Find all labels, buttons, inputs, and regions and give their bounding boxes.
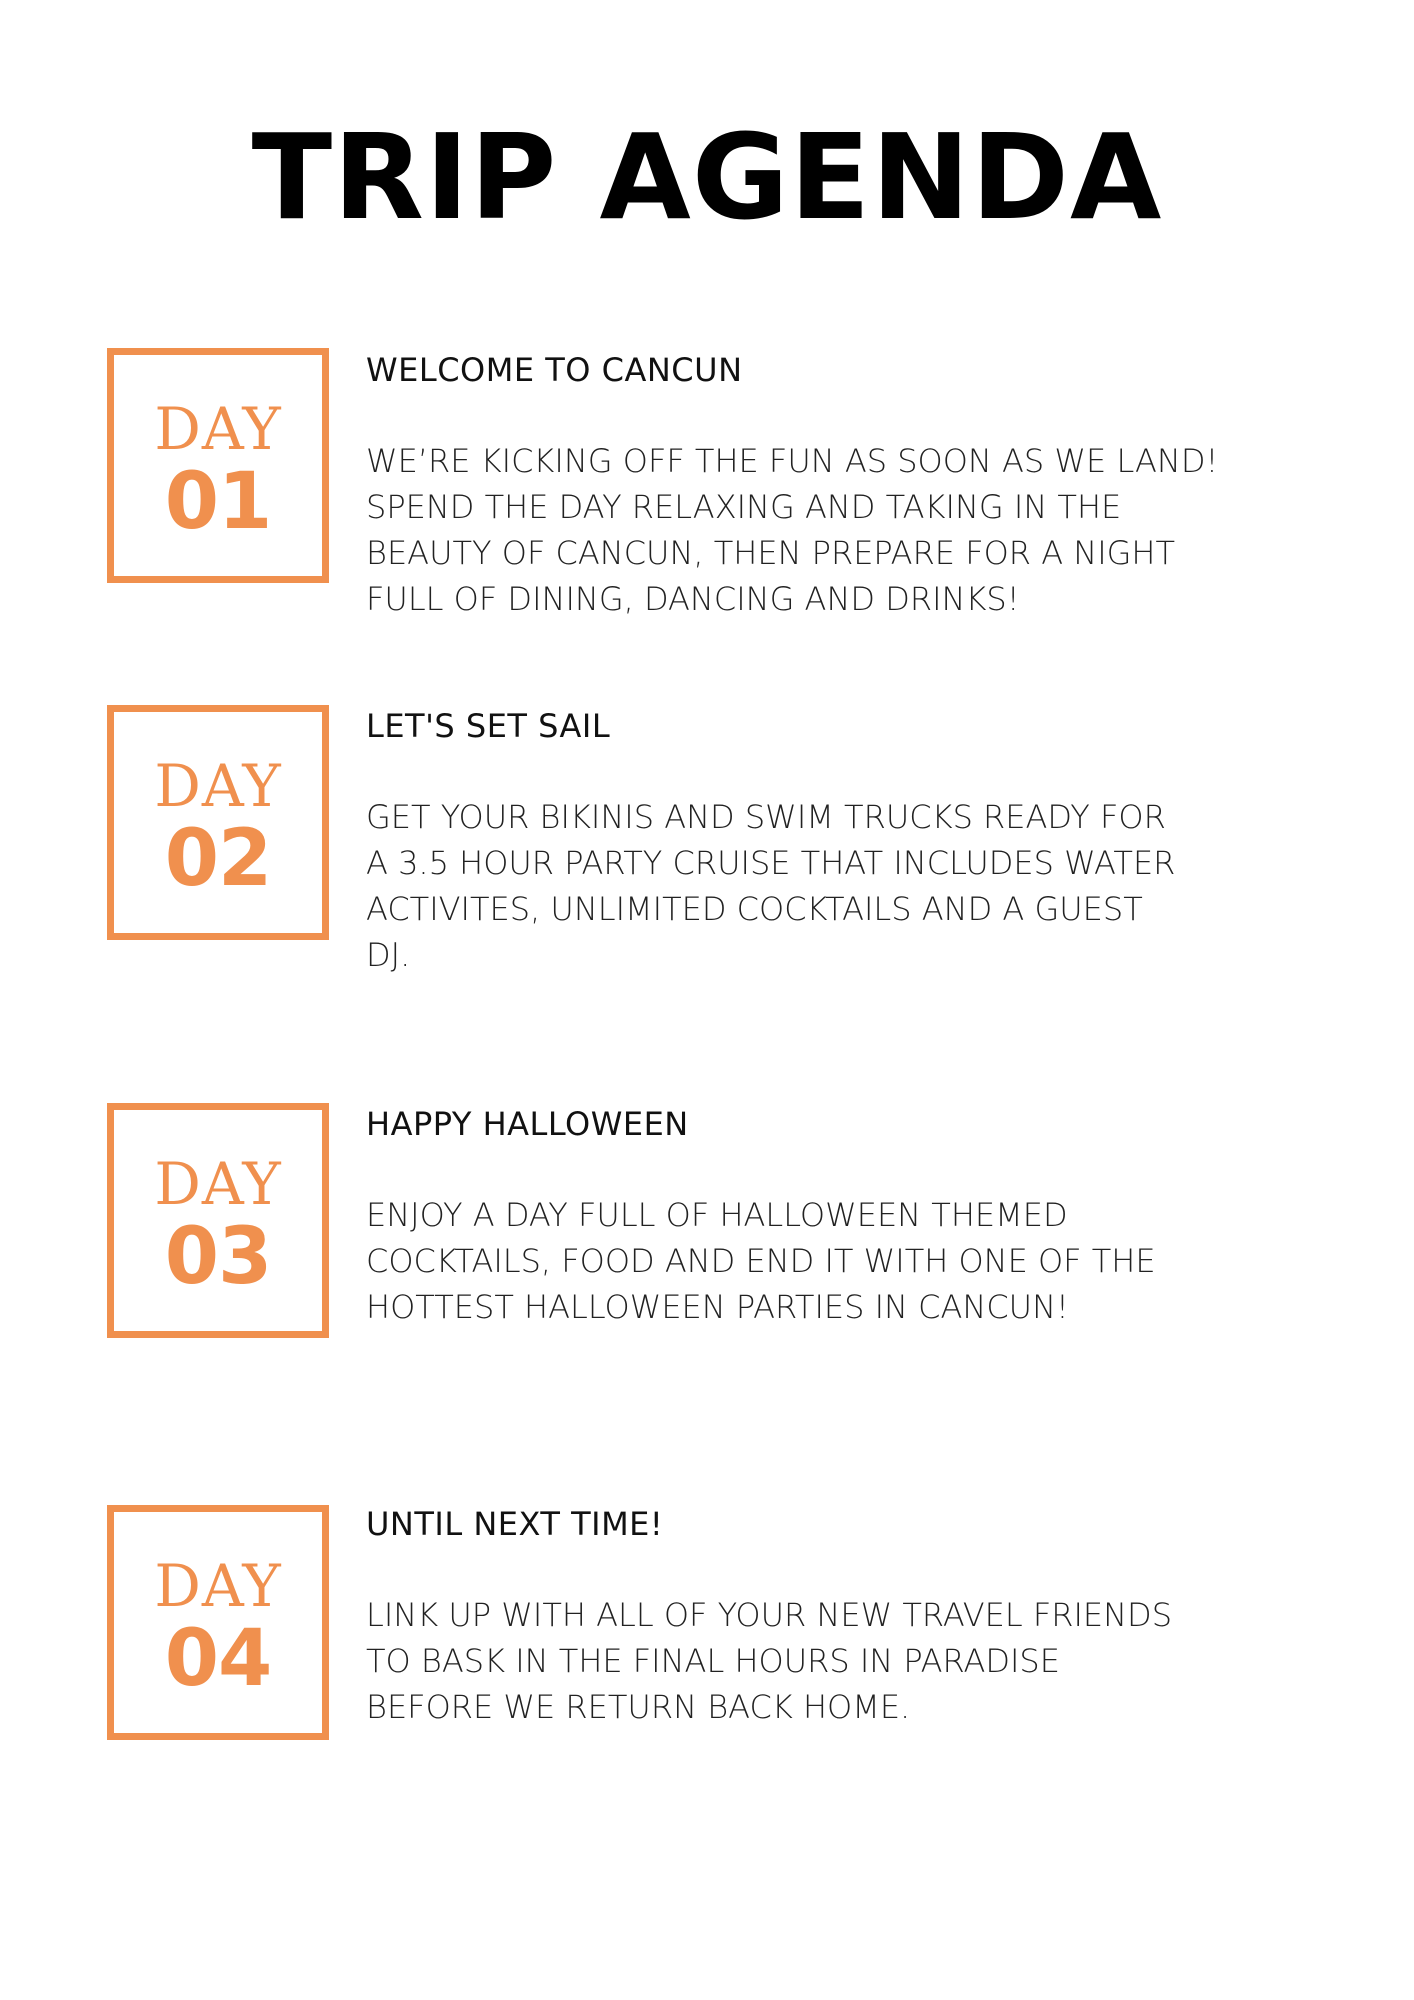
day-number: 01 [164, 457, 272, 547]
description-line: ENJOY A DAY FULL OF HALLOWEEN THEMED [366, 1196, 1068, 1234]
day-heading: UNTIL NEXT TIME! [366, 1505, 664, 1543]
description-line: COCKTAILS, FOOD AND END IT WITH ONE OF THE [366, 1242, 1156, 1280]
day-badge-01 [107, 348, 329, 583]
day-description [366, 1192, 1366, 1330]
day-number: 03 [164, 1212, 272, 1302]
day-description [366, 1592, 1366, 1730]
page-title: TRIP AGENDA [251, 108, 1163, 246]
description-line: BEFORE WE RETURN BACK HOME. [366, 1688, 911, 1726]
day-entry-02 [366, 706, 1366, 978]
day-description [366, 438, 1366, 622]
day-heading: HAPPY HALLOWEEN [366, 1105, 689, 1143]
description-line: WE’RE KICKING OFF THE FUN AS SOON AS WE LAND! [366, 442, 1219, 480]
day-badge-03 [107, 1103, 329, 1338]
description-line: DJ. [366, 936, 411, 974]
day-entry-01 [366, 350, 1366, 622]
day-label: DAY [154, 752, 282, 820]
day-heading: WELCOME TO CANCUN [366, 351, 743, 389]
description-line: FULL OF DINING, DANCING AND DRINKS! [366, 580, 1020, 618]
day-description [366, 794, 1366, 978]
description-line: TO BASK IN THE FINAL HOURS IN PARADISE [366, 1642, 1060, 1680]
description-line: HOTTEST HALLOWEEN PARTIES IN CANCUN! [366, 1288, 1069, 1326]
day-heading: LET'S SET SAIL [366, 707, 611, 745]
description-line: ACTIVITES, UNLIMITED COCKTAILS AND A GUEST [366, 890, 1143, 928]
day-label: DAY [154, 1552, 282, 1620]
day-badge-04 [107, 1505, 329, 1740]
day-label: DAY [154, 1150, 282, 1218]
description-line: A 3.5 HOUR PARTY CRUISE THAT INCLUDES WATER [366, 844, 1176, 882]
day-entry-03 [366, 1104, 1366, 1330]
day-number: 02 [164, 814, 272, 904]
day-number: 04 [164, 1614, 272, 1704]
day-label: DAY [154, 395, 282, 463]
description-line: LINK UP WITH ALL OF YOUR NEW TRAVEL FRIENDS [366, 1596, 1172, 1634]
day-badge-02 [107, 705, 329, 940]
day-entry-04 [366, 1504, 1366, 1730]
description-line: GET YOUR BIKINIS AND SWIM TRUCKS READY FOR [366, 798, 1166, 836]
description-line: SPEND THE DAY RELAXING AND TAKING IN THE [366, 488, 1122, 526]
description-line: BEAUTY OF CANCUN, THEN PREPARE FOR A NIGHT [366, 534, 1176, 572]
